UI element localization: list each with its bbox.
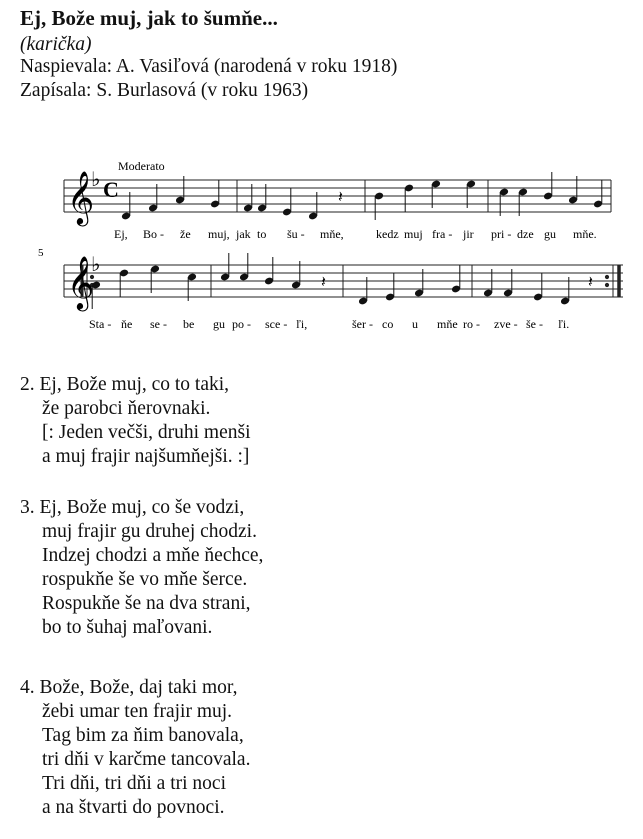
lyric-syllable: po - bbox=[232, 317, 251, 331]
lyric-syllable: co bbox=[382, 317, 394, 331]
treble-clef-icon: 𝄞 bbox=[67, 170, 95, 224]
lyric-syllable: že bbox=[180, 227, 191, 241]
music-score bbox=[0, 0, 643, 340]
lyric-syllable: u bbox=[412, 317, 418, 331]
lyric-syllable: Bo - bbox=[143, 227, 164, 241]
verse-line: Bože, Bože, daj taki mor, bbox=[39, 677, 238, 698]
verse-line: Tag bim za ňim banovala, bbox=[42, 725, 244, 746]
flat-sign-icon: ♭ bbox=[91, 167, 101, 191]
song-genre: (karička) bbox=[20, 34, 92, 55]
verse-line: Tri dňi, tri dňi a tri noci bbox=[42, 773, 226, 794]
lyric-syllable: mňe. bbox=[573, 227, 597, 241]
verse-line: Indzej chodzi a mňe ňechce, bbox=[42, 545, 264, 566]
lyric-syllable: se - bbox=[150, 317, 167, 331]
verse-line: muj frajir gu druhej chodzi. bbox=[42, 521, 257, 542]
verse-line: Rospukňe še na dva strani, bbox=[42, 593, 251, 614]
lyric-syllable: muj bbox=[404, 227, 423, 241]
lyric-syllable: jak bbox=[236, 227, 251, 241]
verse-number: 2. bbox=[20, 374, 35, 395]
verse-line: bo to šuhaj maľovani. bbox=[42, 617, 213, 638]
lyric-syllable: zve - bbox=[494, 317, 518, 331]
lyric-syllable: pri - bbox=[491, 227, 512, 241]
verse-line: a muj frajir najšumňejši. :] bbox=[42, 446, 250, 467]
rest-icon: 𝄽 bbox=[588, 272, 593, 291]
verse-line: že parobci ňerovnaki. bbox=[42, 398, 211, 419]
rest-icon: 𝄽 bbox=[338, 187, 343, 206]
lyric-syllable: Sta - bbox=[89, 317, 112, 331]
repeat-dot bbox=[605, 275, 608, 278]
lyric-syllable: ňe bbox=[121, 317, 133, 331]
measure-number: 5 bbox=[38, 247, 44, 259]
lyric-syllable: fra - bbox=[432, 227, 453, 241]
verse-line: [: Jeden večši, druhi menši bbox=[42, 422, 251, 443]
lyric-syllable: gu bbox=[544, 227, 556, 241]
verse-2 bbox=[20, 373, 251, 469]
sung-by: Naspievala: A. Vasiľová (narodená v roku 1918) bbox=[20, 56, 398, 77]
recorded-by: Zapísala: S. Burlasová (v roku 1963) bbox=[20, 80, 309, 101]
repeat-dot bbox=[605, 283, 608, 286]
verse-4 bbox=[20, 676, 250, 820]
verse-number: 4. bbox=[20, 677, 35, 698]
lyric-syllable: ľi, bbox=[296, 317, 308, 331]
lyric-syllable: mňe bbox=[437, 317, 458, 331]
time-signature: C bbox=[103, 177, 119, 202]
verse-number: 3. bbox=[20, 497, 35, 518]
lyric-syllable: jir bbox=[463, 227, 474, 241]
verse-line: Ej, Bože muj, co to taki, bbox=[39, 374, 230, 395]
verse-3 bbox=[20, 496, 263, 640]
lyric-syllable: ľi. bbox=[558, 317, 570, 331]
lyric-syllable: kedz bbox=[376, 227, 399, 241]
tempo-marking: Moderato bbox=[118, 159, 165, 173]
verse-line: rospukňe še vo mňe šerce. bbox=[42, 569, 248, 590]
verse-line: Ej, Bože muj, co še vodzi, bbox=[39, 497, 245, 518]
lyric-syllable: šer - bbox=[352, 317, 373, 331]
lyric-syllable: šu - bbox=[287, 227, 305, 241]
lyric-syllable: še - bbox=[526, 317, 543, 331]
song-title: Ej, Bože muj, jak to šumňe... bbox=[20, 6, 278, 30]
lyric-syllable: gu bbox=[213, 317, 225, 331]
flat-sign-icon: ♭ bbox=[91, 252, 101, 276]
lyric-syllable: dze bbox=[517, 227, 534, 241]
lyric-syllable: sce - bbox=[265, 317, 288, 331]
verse-line: a na štvarti do povnoci. bbox=[42, 797, 225, 818]
lyric-syllable: Ej, bbox=[114, 227, 128, 241]
lyric-syllable: ro - bbox=[463, 317, 480, 331]
lyric-syllable: be bbox=[183, 317, 195, 331]
lyric-syllable: muj, bbox=[208, 227, 230, 241]
lyric-syllable: to bbox=[257, 227, 267, 241]
treble-clef-icon: 𝄞 bbox=[67, 255, 95, 309]
rest-icon: 𝄽 bbox=[321, 272, 326, 291]
lyric-syllable: mňe, bbox=[320, 227, 344, 241]
verse-line: tri dňi v karčme tancovala. bbox=[42, 749, 251, 770]
verse-line: žebi umar ten frajir muj. bbox=[42, 701, 233, 722]
